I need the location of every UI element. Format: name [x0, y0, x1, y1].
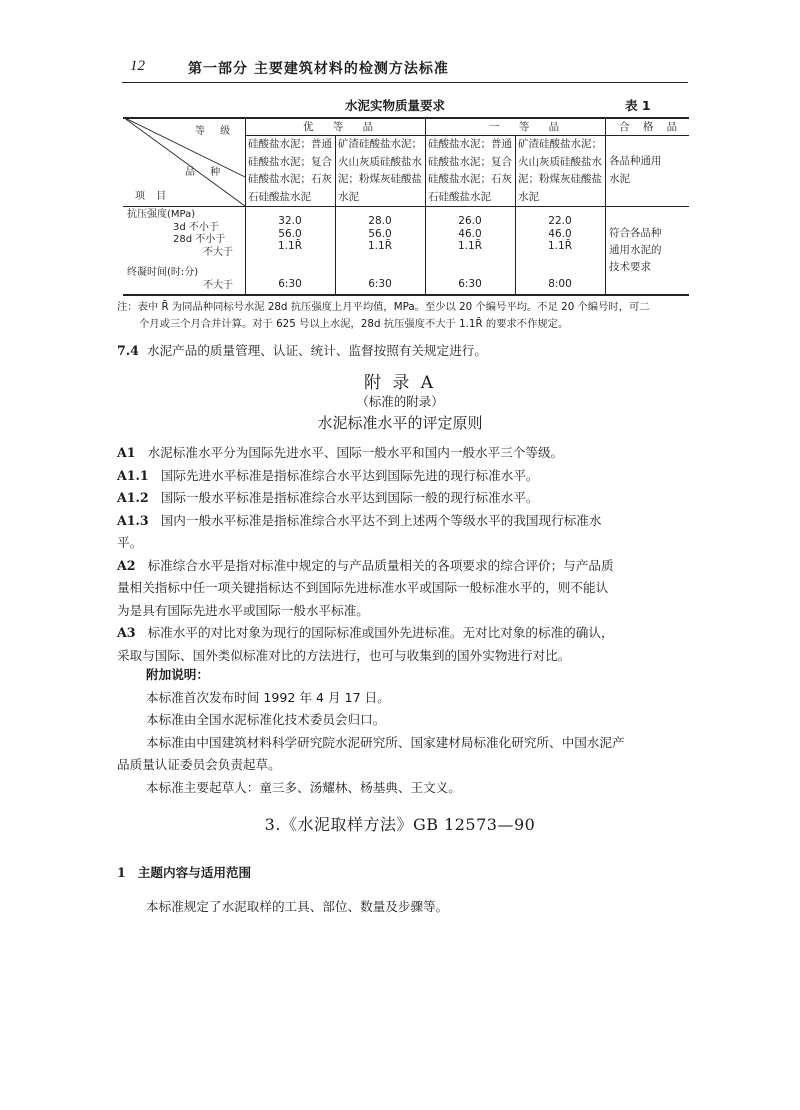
variety-cell: 硅酸盐水泥；普通 硅酸盐水泥；复合 硅酸盐水泥；石灰 石硅酸盐水泥 [428, 138, 512, 203]
additional-title: 附加说明： [146, 667, 209, 682]
appendix-item-a1-1: A1.1 国际先进水平标准是指标准综合水平达到国际先进的现行标准水平。 [117, 467, 539, 483]
appendix-item-a3: A3 标准水平的对比对象为现行的国际标准或国外先进标准。无对比对象的标准的确认， [117, 625, 614, 640]
variety-cell: 矿渣硅酸盐水泥； 火山灰质硅酸盐水 泥；粉煤灰硅酸盐 水泥 [518, 138, 602, 203]
corner-variety-label: 品 种 [185, 167, 227, 178]
row-label-max: 不大于 [203, 246, 233, 258]
quality-requirements-table [123, 117, 689, 295]
value-column: 32.0 56.0 1.1R̄ 6:30 [278, 215, 302, 290]
clause-1-heading: 1 主题内容与适用范围 [117, 865, 252, 880]
variety-cell: 矿渣硅酸盐水泥； 火山灰质硅酸盐水 泥；粉煤灰硅酸盐 水泥 [338, 138, 422, 203]
value-column: 22.0 46.0 1.1R̄ 8:00 [548, 215, 572, 290]
table-number: 表 1 [625, 98, 651, 113]
variety-cell: 硅酸盐水泥；普通 硅酸盐水泥；复合 硅酸盐水泥；石灰 石硅酸盐水泥 [248, 138, 332, 203]
page-number: 12 [130, 58, 145, 74]
qualified-requirement: 符合各品种 通用水泥的 技术要求 [609, 227, 662, 273]
appendix-title: 附 录 A [363, 373, 437, 393]
row-label-compressive: 抗压强度(MPa) [127, 209, 196, 220]
grade-qualified: 合 格 品 [619, 121, 683, 133]
row-label-setting-max: 不大于 [203, 280, 233, 291]
appendix-heading: 水泥标准水平的评定原则 [317, 414, 483, 432]
grade-superior: 优 等 品 [303, 121, 382, 133]
appendix-item-a1-2: A1.2 国际一般水平标准是指标准综合水平达到国际一般的现行标准水平。 [117, 490, 539, 505]
variety-cell: 各品种通用 水泥 [609, 155, 662, 185]
row-label-final-setting: 终凝时间(时:分) [127, 267, 199, 278]
appendix-item-a1: A1 水泥标准水平分为国际先进水平、国际一般水平和国内一般水平三个等级。 [117, 445, 564, 460]
section-3-title: 3.《水泥取样方法》GB 12573—90 [264, 815, 536, 834]
appendix-item-a2: A2 标准综合水平是指对标准中规定的与产品质量相关的各项要求的综合评价；与产品质 [117, 557, 614, 573]
appendix-item-a1-3: A1.3 国内一般水平标准是指标准综合水平达不到上述两个等级水平的我国现行标准水 [117, 512, 602, 528]
clause-7-4: 7.4 水泥产品的质量管理、认证、统计、监督按照有关规定进行。 [117, 343, 487, 358]
table-note: 注：表中 R̄ 为同品种同标号水泥 28d 抗压强度上月平均值，MPa。至少以 20 个编号平均。不足 20 个编号时，可二 个月或三个月合并计算。对于 625 号以上水泥，28d 抗压强度不大于 1.1R̄ 的要求不作规定。 [117, 301, 650, 330]
grade-first: 一 等 品 [489, 121, 568, 133]
row-label-3d: 3d 不小于 [173, 221, 219, 233]
corner-grade-label: 等 级 [195, 126, 237, 137]
appendix-subtitle: （标准的附录） [356, 394, 444, 409]
value-column: 28.0 56.0 1.1R̄ 6:30 [368, 215, 392, 290]
additional-notes: 附加说明： 本标准首次发布时间 1992 年 4 月 17 日。 本标准由全国水泥标准化技术委员会归口。 本标准由中国建筑材料科学研究院水泥研究所、国家建材局标准化研究所、中国水泥产 品质量认证委员会负责起草。 本标准主要起草人：童三多、汤耀林、杨基典、王文义。 [146, 664, 692, 799]
running-title: 第一部分 主要建筑材料的检测方法标准 [188, 61, 449, 77]
row-label-28d: 28d 不小于 [173, 234, 226, 246]
clause-1-text: 本标准规定了水泥取样的工具、部位、数量及步骤等。 [146, 899, 449, 914]
appendix-body: A1 水泥标准水平分为国际先进水平、国际一般水平和国内一般水平三个等级。 A1.1 国际先进水平标准是指标准综合水平达到国际先进的现行标准水平。 A1.2 国际一般水平标准是指标准综合水平达到国际一般的现行标准水平。 A1.3 国内一般水平标准是指标准综合水平达不到上述两个等级水平的我国现行标准水 平。 A2 标准综合水平是指对标准中规定的与产品质量相关的各项要求的综合评价；与产品质 量相关指标中任一项关键指标达不到国际先进标准水平或国际一般标准水平的，则不能认 为是具有国际先进水平或国际一般水平标准。 A3 标准水平的对比对象为现行的国际标准或国外先进标准。无对比对象的标准的确认， 采取与国际、国外类似标准对比的方法进行，也可与收集到的国外实物进行对比。 [117, 442, 692, 667]
corner-item-label: 项 目 [135, 191, 171, 202]
table-caption: 水泥实物质量要求 [345, 98, 446, 113]
running-header [122, 52, 688, 83]
value-column: 26.0 46.0 1.1R̄ 6:30 [458, 215, 482, 290]
